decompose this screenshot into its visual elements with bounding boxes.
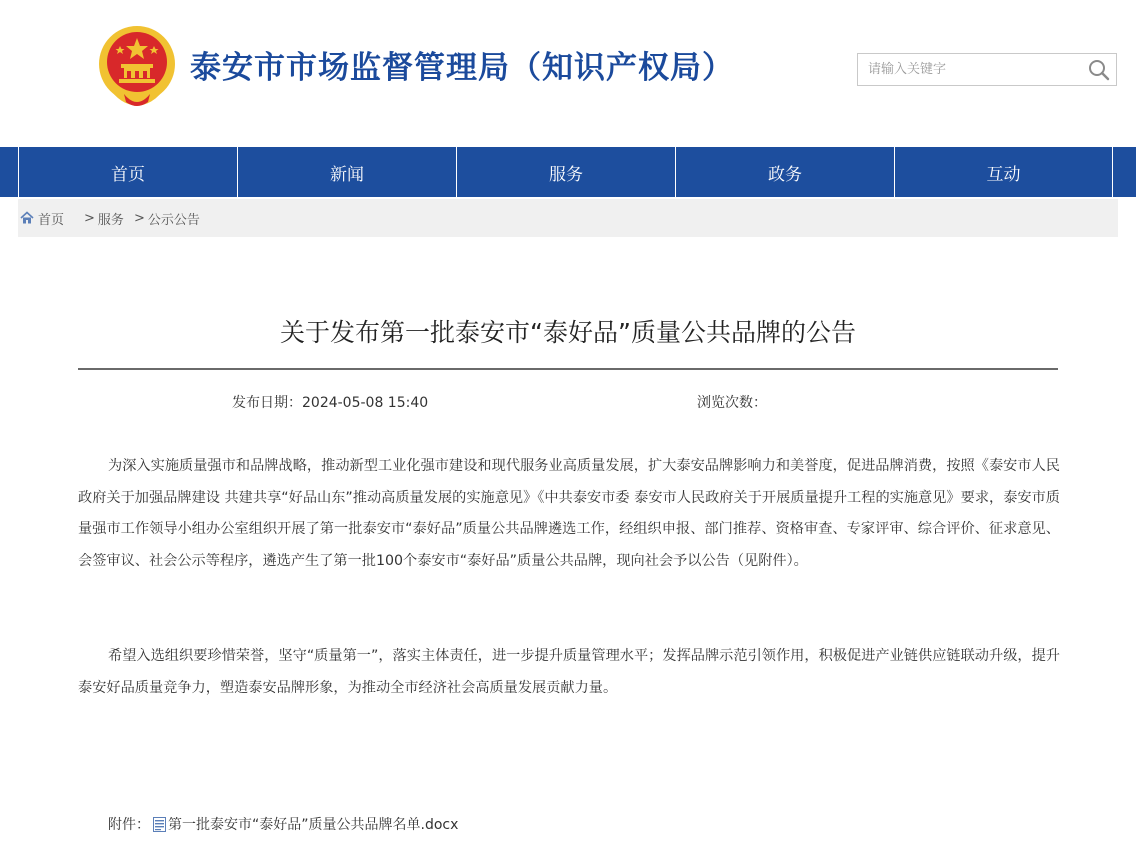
search-box [857,53,1117,86]
breadcrumb-separator: > [133,210,145,226]
publish-date: 发布日期：2024-05-08 15:40 [232,395,429,411]
national-emblem-icon[interactable] [96,24,178,110]
main-nav [0,147,1136,197]
article-paragraph: 希望入选组织要珍惜荣誉，坚守“质量第一”，落实主体责任，进一步提升质量管理水平；发挥品牌示范引领作用，积极促进产业链供应链联动升级，提升泰安好品质量竞争力，塑造泰安品牌形象，为推动全市经济社会高质量发展贡献力量。 [78,648,1060,696]
search-input[interactable] [858,54,1073,85]
article-paragraph: 为深入实施质量强市和品牌战略，推动新型工业化强市建设和现代服务业高质量发展，扩大泰安品牌影响力和美誉度，促进品牌消费，按照《泰安市人民政府关于加强品牌建设 共建共享“好品山东”推动高质量发展的实施意见》《中共泰安市委 泰安市人民政府关于开展质量提升工程的实施意见》要求，泰安市质量强市工作领导小组办公室组织开展了第一批泰安市“泰好品”质量公共品牌遴选工作，经组织申报、部门推荐、资格审查、专家评审、综合评价、征求意见、会签审议、社会公示等程序，遴选产生了第一批100个泰安市“泰好品”质量公共品牌，现向社会予以公告（见附件）。 [78,458,1060,569]
nav-item-home[interactable]: 首页 [18,147,237,197]
nav-item-news[interactable]: 新闻 [237,147,456,197]
attachment [108,814,458,834]
view-count: 浏览次数： [697,395,767,411]
title-divider [78,368,1058,370]
site-title: 泰安市市场监督管理局（知识产权局） [190,50,734,86]
site-header [0,0,1136,147]
attachment-link[interactable]: 第一批泰安市“泰好品”质量公共品牌名单.docx [168,817,459,833]
breadcrumb-home[interactable]: 首页 [38,212,65,228]
nav-item-government[interactable]: 政务 [675,147,894,197]
article-title: 关于发布第一批泰安市“泰好品”质量公共品牌的公告 [280,318,856,347]
home-icon [20,211,34,225]
breadcrumb-separator: > [84,210,95,226]
attachment-label: 附件： [108,817,150,833]
breadcrumb [18,199,1118,237]
breadcrumb-services[interactable]: 服务 [97,212,124,228]
nav-item-interaction[interactable]: 互动 [894,147,1113,197]
nav-item-services[interactable]: 服务 [456,147,675,197]
document-icon [153,817,166,832]
breadcrumb-announcements[interactable]: 公示公告 [147,212,200,228]
search-icon[interactable] [1088,59,1110,81]
